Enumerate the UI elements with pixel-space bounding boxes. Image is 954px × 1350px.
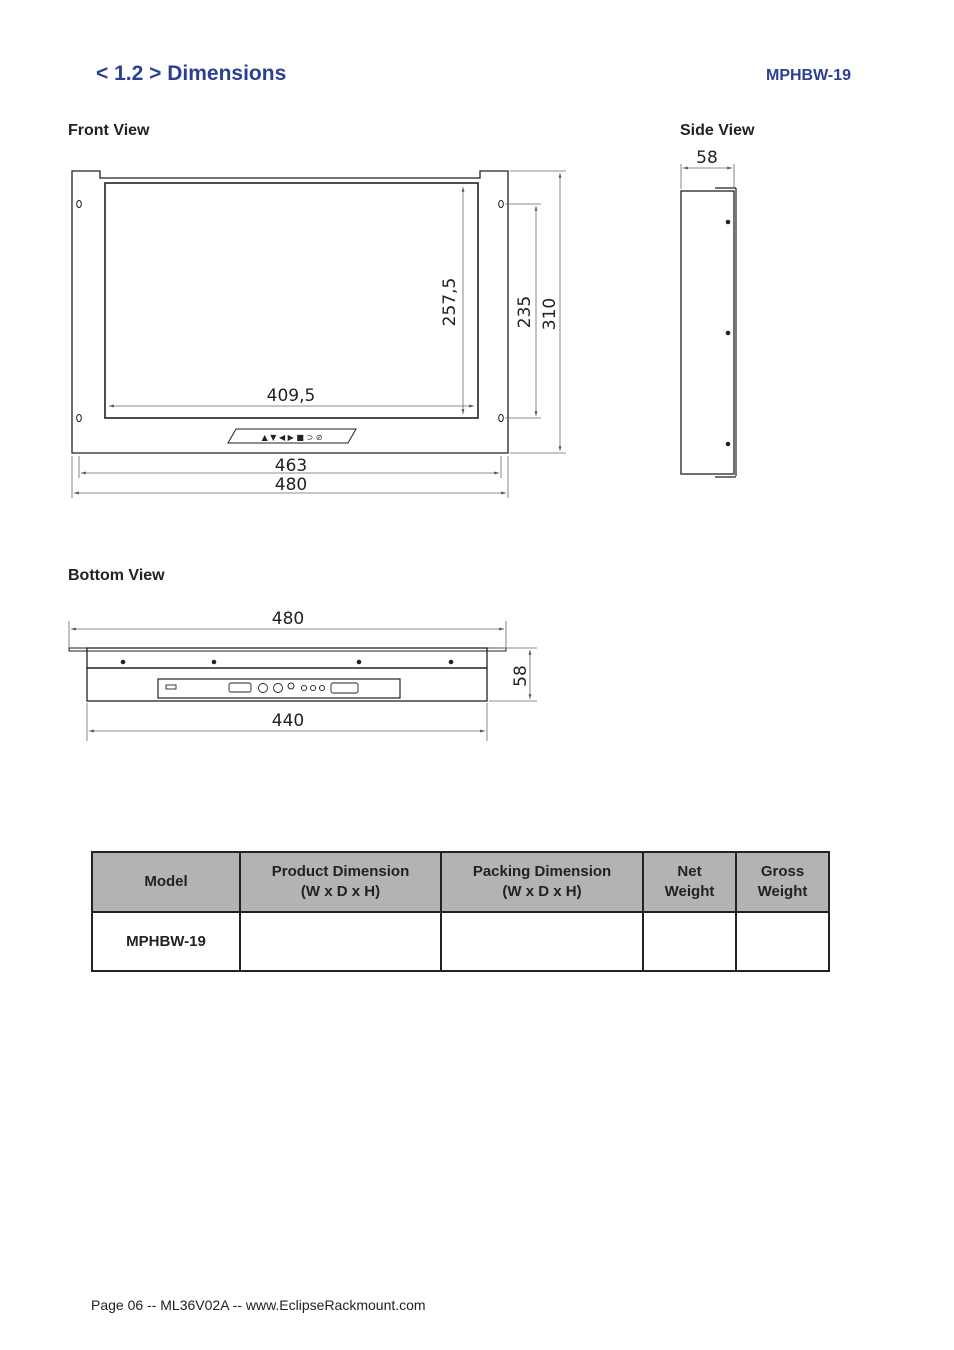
- header-packing-dimension: Packing Dimension (W x D x H): [441, 852, 643, 912]
- dvi-port: [331, 683, 358, 693]
- dim-bottom-overall-width: 480: [271, 609, 305, 629]
- model-tag: MPHBW-19: [766, 67, 852, 84]
- dim-inner-height: 257,5: [440, 277, 460, 327]
- mount-hole: [499, 200, 504, 207]
- table-header-row: [92, 852, 829, 912]
- header-net-weight: Net Weight: [643, 852, 736, 912]
- bottom-view-label: Bottom View: [68, 567, 165, 584]
- mount-hole: [77, 200, 82, 207]
- vga-port: [229, 683, 251, 692]
- button-glyphs: ▲ ▼ ◀ ▶ ■ ⊃ ⊘: [261, 433, 323, 442]
- front-view-label: Front View: [68, 122, 150, 139]
- page-footer: Page 06 -- ML36V02A -- www.EclipseRackmount.com: [91, 1297, 426, 1313]
- side-view-drawing: [681, 188, 736, 477]
- cell-net-weight: [643, 912, 736, 971]
- cell-model: MPHBW-19: [92, 912, 240, 971]
- cell-gross-weight: [736, 912, 829, 971]
- mount-hole: [77, 414, 82, 421]
- usb-port: [166, 685, 176, 689]
- header-model: Model: [92, 852, 240, 912]
- led-icon: [288, 683, 294, 689]
- connector-panel: [158, 679, 400, 698]
- dim-hole-spacing-h: 463: [274, 456, 308, 476]
- cell-product-dimension: [240, 912, 441, 971]
- side-view-label: Side View: [680, 122, 755, 139]
- dim-side-depth: 58: [696, 148, 718, 168]
- mount-hole: [499, 414, 504, 421]
- dim-bottom-depth: 58: [511, 665, 531, 687]
- header-product-dimension: Product Dimension (W x D x H): [240, 852, 441, 912]
- audio-port: [274, 684, 283, 693]
- table-row: [92, 912, 829, 971]
- section-title: < 1.2 > Dimensions: [96, 62, 287, 85]
- spec-table: [91, 851, 830, 972]
- dim-overall-height: 310: [540, 297, 560, 331]
- dim-hole-spacing-v: 235: [515, 295, 535, 329]
- bottom-view-drawing: [69, 648, 506, 701]
- dim-inner-width: 409,5: [266, 386, 316, 406]
- dim-bottom-body-width: 440: [271, 711, 305, 731]
- dim-overall-width: 480: [274, 475, 308, 495]
- cell-packing-dimension: [441, 912, 643, 971]
- header-gross-weight: Gross Weight: [736, 852, 829, 912]
- audio-port: [259, 684, 268, 693]
